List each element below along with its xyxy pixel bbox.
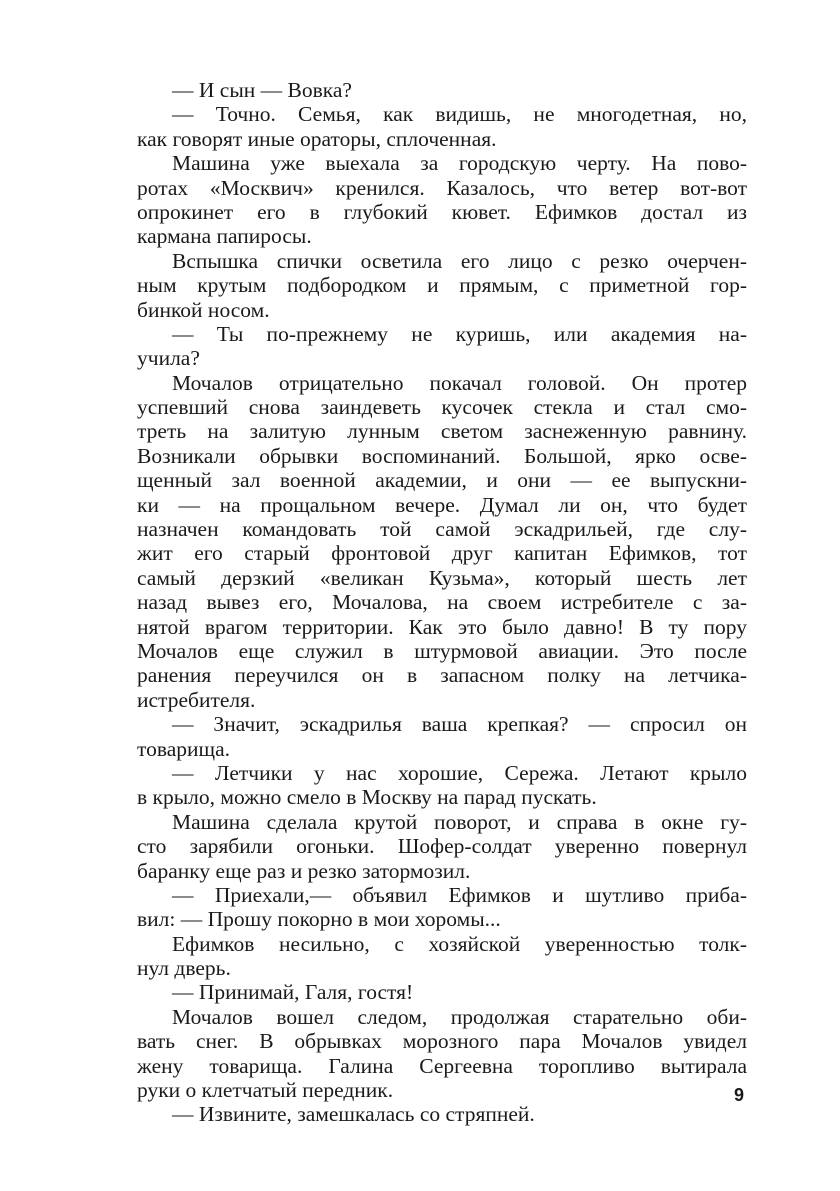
text-line: в крыло, можно смело в Москву на парад пускать. xyxy=(137,785,597,810)
text-line: самый дерзкий «великан Кузьма», который шесть лет xyxy=(137,565,747,590)
text-line: Мочалов еще служил в штурмовой авиации. Это после xyxy=(137,638,747,663)
text-line: как говорят иные ораторы, сплоченная. xyxy=(137,126,497,151)
text-line: — Ты по-прежнему не куришь, или академия на- xyxy=(172,321,747,346)
text-line: руки о клетчатый передник. xyxy=(137,1078,394,1103)
text-line: кармана папиросы. xyxy=(137,224,312,249)
text-line: Вспышка спички осветила его лицо с резко очерчен- xyxy=(172,248,747,273)
text-line: жену товарища. Галина Сергеевна торопливо вытирала xyxy=(137,1053,747,1078)
text-line: ным крутым подбородком и прямым, с приметной гор- xyxy=(137,273,747,298)
text-line: жит его старый фронтовой друг капитан Ефимков, тот xyxy=(137,541,747,566)
text-line: нул дверь. xyxy=(137,956,231,981)
text-line: товарища. xyxy=(137,736,231,761)
text-line: — Извините, замешкалась со стряпней. xyxy=(172,1102,535,1127)
text-line: истребителя. xyxy=(137,687,256,712)
text-line: — Принимай, Галя, гостя! xyxy=(172,980,414,1005)
text-line: ротах «Москвич» кренился. Казалось, что ветер вот-вот xyxy=(137,175,747,200)
body-text xyxy=(137,78,747,1127)
text-line: назад вывез его, Мочалова, на своем истребителе с за- xyxy=(137,590,747,615)
text-line: успевший снова заиндеветь кусочек стекла и стал смо- xyxy=(137,395,747,420)
page-number: 9 xyxy=(734,1085,745,1105)
text-line: назначен командовать той самой эскадрильей, где слу- xyxy=(137,517,747,542)
text-line: Машина уже выехала за городскую черту. На пово- xyxy=(172,151,747,176)
text-line: опрокинет его в глубокий кювет. Ефимков достал из xyxy=(137,199,747,224)
text-line: ки — на прощальном вечере. Думал ли он, что будет xyxy=(137,492,747,517)
text-line: треть на залитую лунным светом заснеженную равнину. xyxy=(137,419,747,444)
text-line: баранку еще раз и резко затормозил. xyxy=(137,858,471,883)
text-line: — Значит, эскадрилья ваша крепкая? — спросил он xyxy=(172,712,747,737)
text-line: вать снег. В обрывках морозного пара Мочалов увидел xyxy=(137,1029,747,1054)
text-line: Машина сделала крутой поворот, и справа в окне гу- xyxy=(172,809,747,834)
text-line: Ефимков несильно, с хозяйской уверенностью толк- xyxy=(172,931,747,956)
text-line: нятой врагом территории. Как это было давно! В ту пору xyxy=(137,614,747,639)
text-line: Мочалов отрицательно покачал головой. Он протер xyxy=(172,370,747,395)
text-line: — Приехали,— объявил Ефимков и шутливо приба- xyxy=(172,882,747,907)
text-line: вил: — Прошу покорно в мои хоромы... xyxy=(137,907,501,932)
text-line: учила? xyxy=(137,346,200,371)
text-line: щенный зал военной академии, и они — ее выпускни- xyxy=(137,468,747,493)
text-line: Мочалов вошел следом, продолжая старательно оби- xyxy=(172,1004,747,1029)
text-line: ранения переучился он в запасном полку на летчика- xyxy=(137,663,747,688)
text-line: бинкой носом. xyxy=(137,297,270,322)
text-line: Возникали обрывки воспоминаний. Большой, ярко осве- xyxy=(137,443,747,468)
text-line: — И сын — Вовка? xyxy=(172,78,352,102)
text-line: сто зарябили огоньки. Шофер-солдат уверенно повернул xyxy=(137,834,747,859)
text-line: — Точно. Семья, как видишь, не многодетная, но, xyxy=(172,102,747,127)
text-line: — Летчики у нас хорошие, Сережа. Летают крыло xyxy=(172,760,747,785)
